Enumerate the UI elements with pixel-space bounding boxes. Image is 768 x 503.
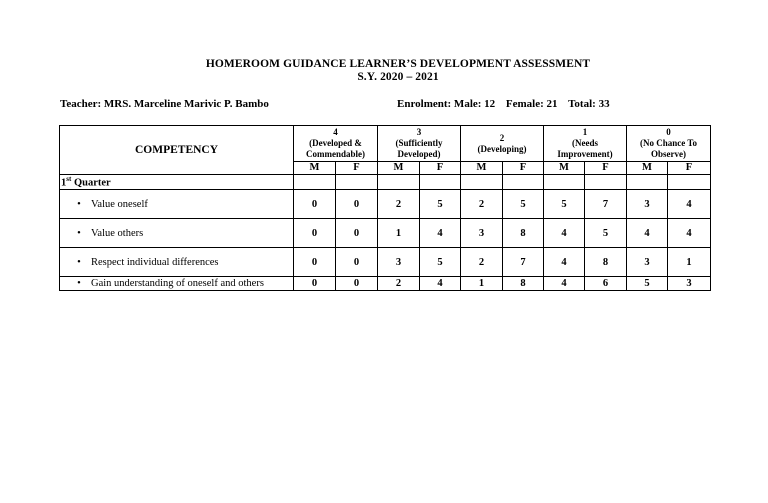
female-count-cell: 0: [336, 248, 378, 277]
male-count-cell: 3: [627, 190, 668, 219]
female-column-header: F: [336, 162, 378, 175]
teacher-name: Teacher: MRS. Marceline Marivic P. Bambo: [60, 98, 269, 110]
female-column-header: F: [503, 162, 544, 175]
female-count-cell: 3: [668, 277, 711, 291]
male-column-header: M: [627, 162, 668, 175]
female-count-cell: 4: [668, 190, 711, 219]
level-score: 4: [333, 127, 338, 137]
female-count-cell: 5: [503, 190, 544, 219]
competency-label: Value oneself: [91, 198, 148, 210]
female-count-cell: 8: [503, 277, 544, 291]
female-column-header: F: [420, 162, 461, 175]
table-row: [60, 219, 711, 248]
female-count-cell: 0: [336, 219, 378, 248]
male-count-cell: 2: [378, 190, 420, 219]
male-count-cell: 0: [294, 248, 336, 277]
female-count-cell: 7: [503, 248, 544, 277]
table-row: [60, 248, 711, 277]
male-column-header: M: [544, 162, 585, 175]
competency-label: Respect individual differences: [91, 256, 219, 268]
female-count-cell: 1: [668, 248, 711, 277]
male-count-cell: 1: [461, 277, 503, 291]
male-count-cell: 3: [378, 248, 420, 277]
female-column-header: F: [668, 162, 711, 175]
female-count-cell: 7: [585, 190, 627, 219]
male-count-cell: 2: [461, 190, 503, 219]
level-label: (Developed & Commendable): [306, 138, 365, 159]
male-count-cell: 5: [627, 277, 668, 291]
female-count-cell: 4: [668, 219, 711, 248]
level-header: [544, 126, 627, 162]
male-count-cell: 3: [627, 248, 668, 277]
male-count-cell: 1: [378, 219, 420, 248]
female-count-cell: 5: [585, 219, 627, 248]
female-count-cell: 8: [585, 248, 627, 277]
female-count-cell: 8: [503, 219, 544, 248]
competency-label: Value others: [91, 227, 144, 239]
female-column-header: F: [585, 162, 627, 175]
competency-cell: [60, 277, 294, 291]
level-score: 0: [666, 127, 671, 137]
bullet-icon: •: [77, 256, 81, 268]
male-count-cell: 3: [461, 219, 503, 248]
level-score: 3: [416, 127, 422, 137]
male-column-header: M: [294, 162, 336, 175]
table-row: [60, 277, 711, 291]
male-count-cell: 0: [294, 277, 336, 291]
female-count-cell: 4: [420, 277, 461, 291]
level-header: [378, 126, 461, 162]
male-count-cell: 2: [461, 248, 503, 277]
male-count-cell: 4: [627, 219, 668, 248]
level-label: (No Chance To Observe): [640, 138, 698, 159]
level-header: [627, 126, 711, 162]
female-count-cell: 0: [336, 190, 378, 219]
document-title: HOMEROOM GUIDANCE LEARNER’S DEVELOPMENT ASSESSMENT: [205, 58, 591, 70]
enrolment-summary: [397, 98, 618, 110]
assessment-table: [59, 125, 711, 291]
level-label: (Developing): [477, 143, 527, 154]
female-count-cell: 4: [420, 219, 461, 248]
female-count-cell: 5: [420, 190, 461, 219]
quarter-label: [60, 175, 294, 190]
level-score: 2: [499, 132, 505, 143]
competency-cell: [60, 190, 294, 219]
enrolment-female: Female: 21: [505, 98, 558, 110]
competency-cell: [60, 219, 294, 248]
female-count-cell: 0: [336, 277, 378, 291]
male-column-header: M: [378, 162, 420, 175]
level-score: 1: [582, 127, 588, 137]
quarter-text: Quarter: [73, 177, 111, 189]
female-count-cell: 6: [585, 277, 627, 291]
competency-header: COMPETENCY: [60, 126, 294, 175]
quarter-suffix: st: [66, 175, 72, 184]
male-count-cell: 4: [544, 248, 585, 277]
enrolment-male: Enrolment: Male: 12: [397, 98, 496, 110]
bullet-icon: •: [77, 227, 81, 239]
bullet-icon: •: [77, 198, 81, 210]
male-count-cell: 0: [294, 190, 336, 219]
male-count-cell: 4: [544, 219, 585, 248]
bullet-icon: •: [77, 278, 81, 289]
level-header: [294, 126, 378, 162]
level-header: [461, 126, 544, 162]
competency-label: Gain understanding of oneself and others: [91, 278, 264, 289]
table-row: [60, 190, 711, 219]
school-year: S.Y. 2020 – 2021: [357, 71, 439, 83]
quarter-number: 1: [61, 177, 67, 189]
female-count-cell: 5: [420, 248, 461, 277]
enrolment-total: Total: 33: [568, 98, 610, 110]
male-column-header: M: [461, 162, 503, 175]
male-count-cell: 0: [294, 219, 336, 248]
level-label: (Sufficiently Developed): [395, 138, 443, 159]
male-count-cell: 4: [544, 277, 585, 291]
male-count-cell: 2: [378, 277, 420, 291]
male-count-cell: 5: [544, 190, 585, 219]
level-label: (Needs Improvement): [557, 138, 613, 159]
competency-cell: [60, 248, 294, 277]
